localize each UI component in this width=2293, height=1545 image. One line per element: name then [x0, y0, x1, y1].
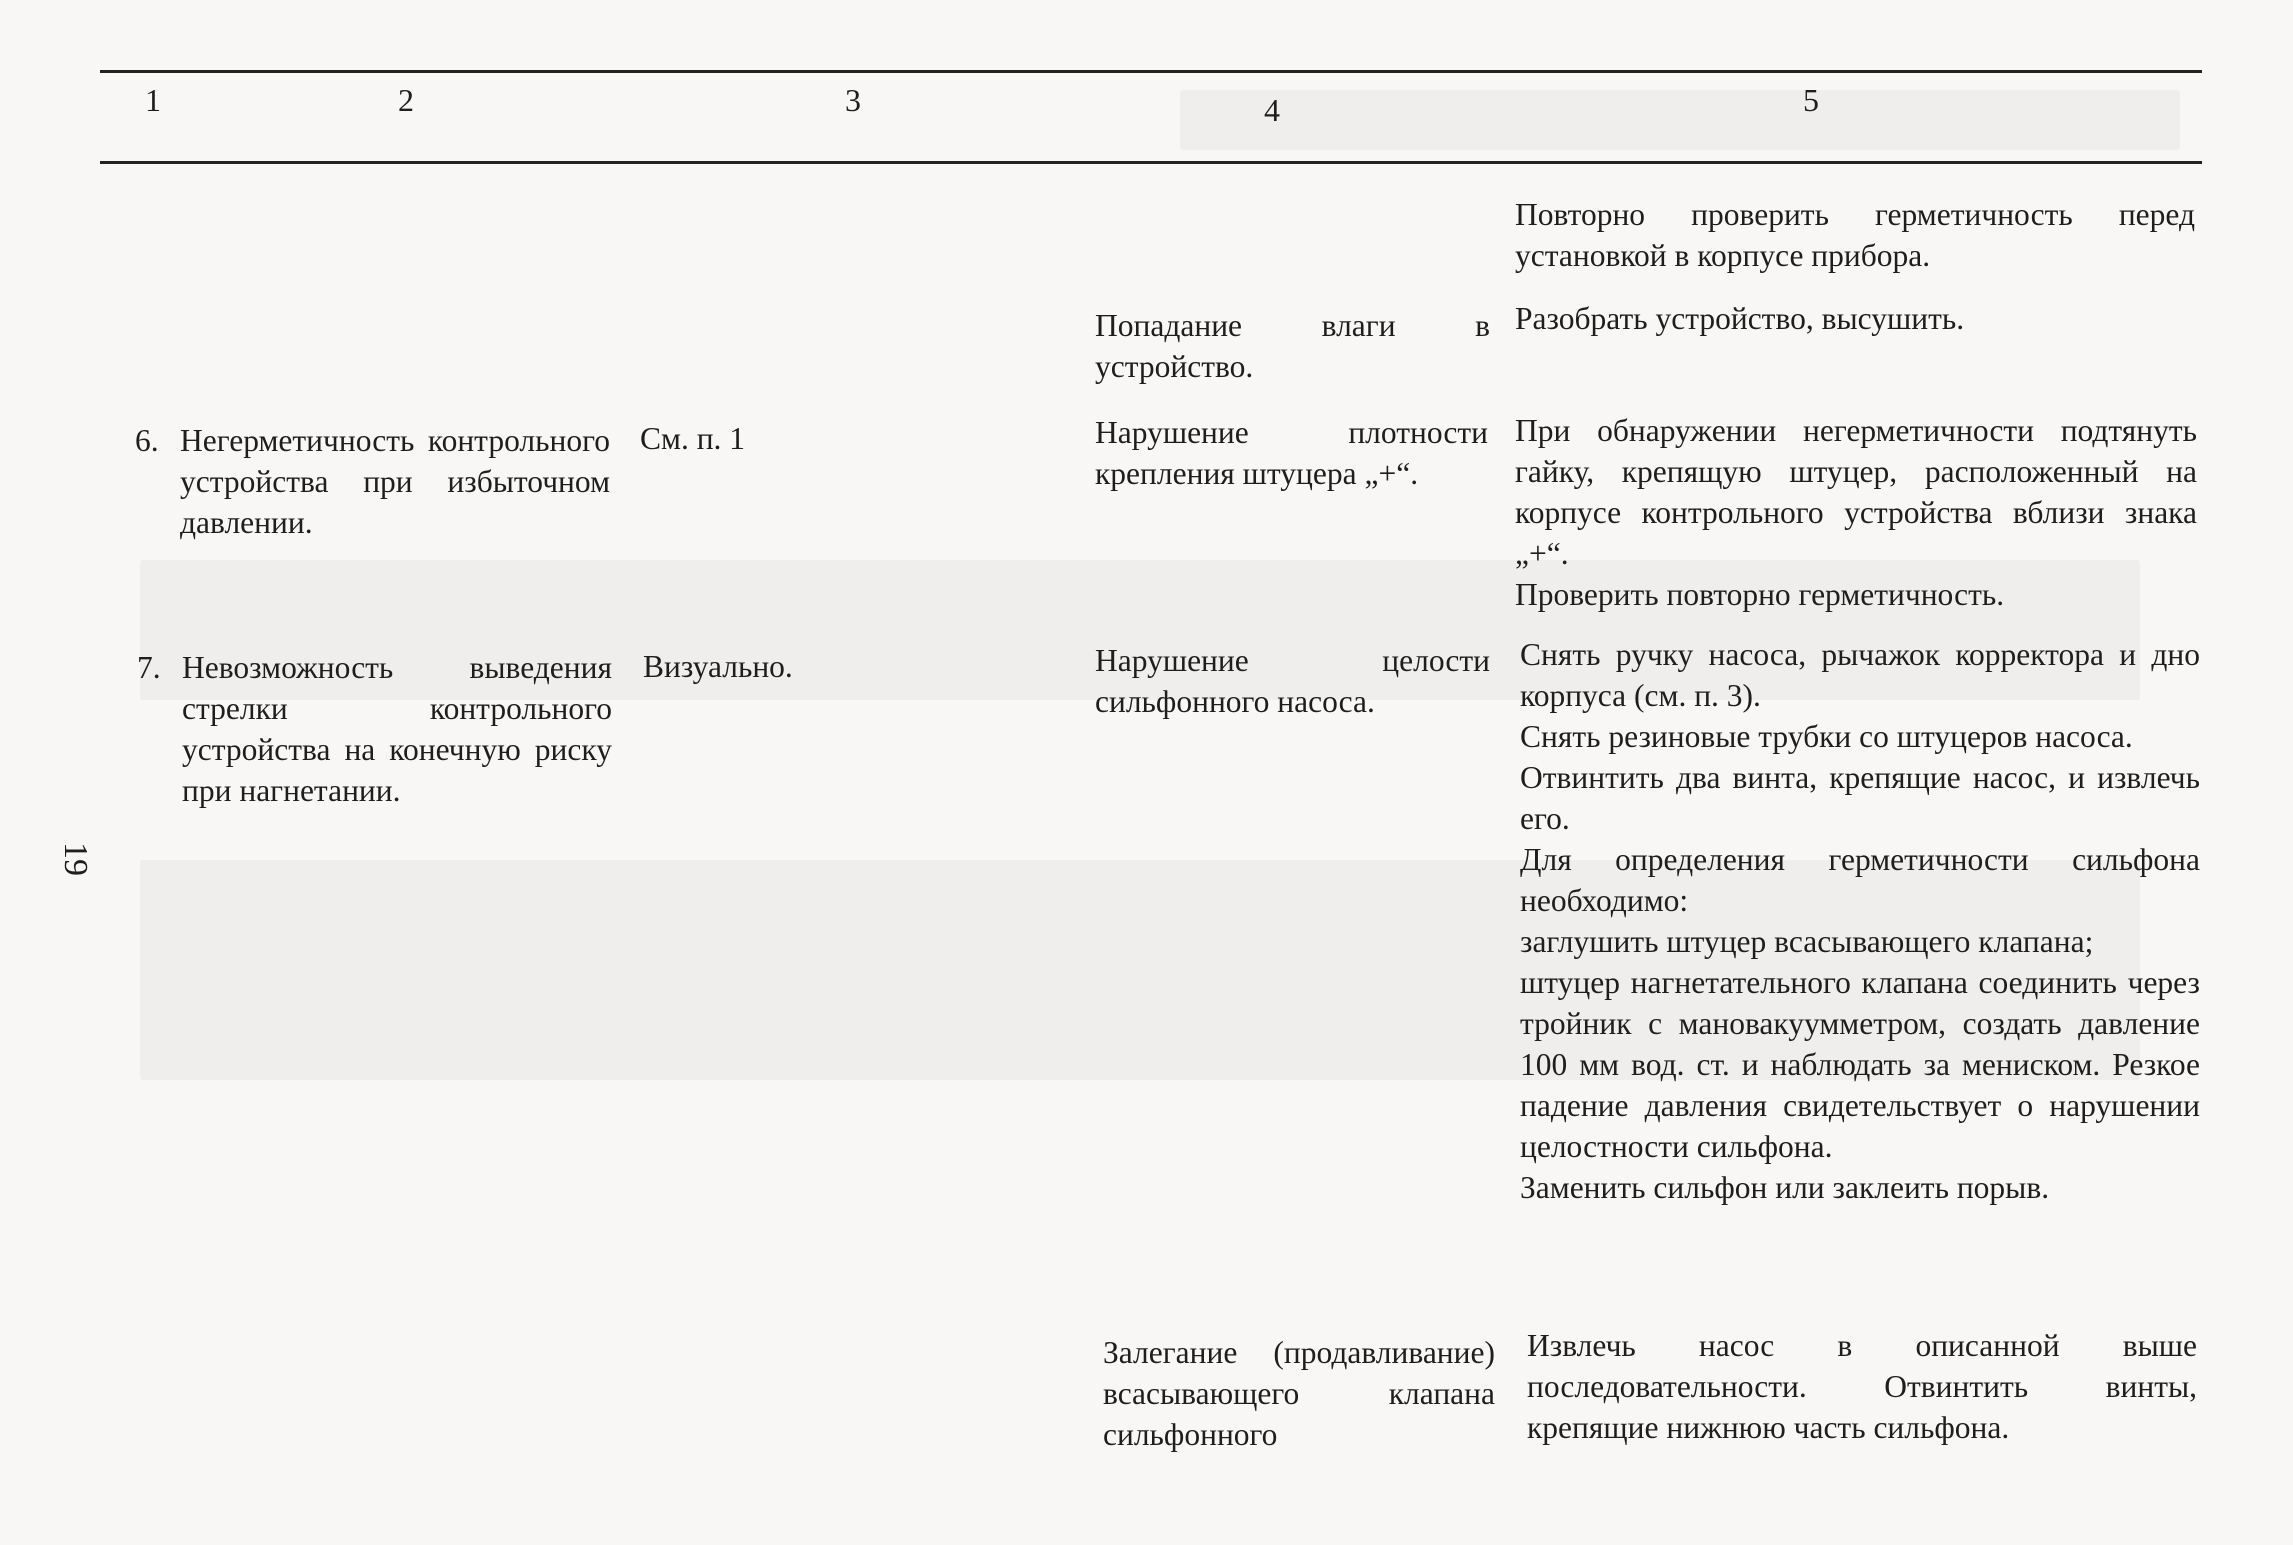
remedy-paragraph: Заменить сильфон или заклеить порыв.	[1520, 1170, 2050, 1205]
check-method: См. п. 1	[640, 421, 746, 456]
row-number: 6.	[135, 423, 159, 458]
column-number-5: 5	[1803, 82, 1819, 118]
row-number: 7.	[137, 650, 161, 685]
remedy-paragraph: Для определения герметичности сильфона необходимо:	[1520, 842, 2200, 918]
remedy-text: Повторно проверить герметичность перед установкой в корпусе прибора.	[1515, 197, 2195, 273]
fault-description: Негерметичность контрольного устройства при избыточном давлении.	[180, 423, 610, 540]
column-number-4: 4	[1264, 92, 1280, 128]
bleed-through-shade	[1180, 90, 2180, 150]
remedy-paragraph: заглушить штуцер всасывающего клапана;	[1520, 924, 2094, 959]
remedy-text: Разобрать устройство, высушить.	[1515, 301, 1965, 336]
table-header-top-rule	[100, 70, 2202, 73]
fault-description: Невозможность выведения стрелки контрольного устройства на конечную риску при нагнетании.	[182, 650, 612, 808]
cause-text: Попадание влаги в устройство.	[1095, 308, 1490, 384]
remedy-paragraphs	[1520, 634, 2200, 1208]
column-number-2: 2	[398, 82, 414, 118]
remedy-paragraph: Отвинтить два винта, крепящие насос, и извлечь его.	[1520, 760, 2200, 836]
cause-text: Нарушение целости сильфонного насоса.	[1095, 643, 1490, 719]
remedy-paragraph: штуцер нагнетательного клапана соединить через тройник с мановакуумметром, создать давление 100 мм вод. ст. и наблюдать за мениском. Резкое падение давления свидетельствует о нарушении целостности сильфона.	[1520, 965, 2200, 1164]
remedy-paragraph: Снять резиновые трубки со штуцеров насоса.	[1520, 719, 2133, 754]
remedy-text: Извлечь насос в описанной выше последовательности. Отвинтить винты, крепящие нижнюю часть сильфона.	[1527, 1328, 2197, 1445]
column-number-1: 1	[145, 82, 161, 118]
table-header-bottom-rule	[100, 161, 2202, 164]
cause-text: Залегание (продавливание) всасывающего клапана сильфонного	[1103, 1335, 1495, 1452]
remedy-text: При обнаружении негерметичности подтянуть гайку, крепящую штуцер, расположенный на корпусе контрольного устройства вблизи знака „+“.	[1515, 413, 2197, 571]
page-number: 19	[57, 842, 94, 876]
remedy-paragraph: Снять ручку насоса, рычажок корректора и дно корпуса (см. п. 3).	[1520, 637, 2200, 713]
cause-text: Нарушение плотности крепления штуцера „+“.	[1095, 415, 1488, 491]
check-method: Визуально.	[643, 649, 793, 684]
remedy-text: Проверить повторно герметичность.	[1515, 577, 2005, 612]
column-number-3: 3	[845, 82, 861, 118]
